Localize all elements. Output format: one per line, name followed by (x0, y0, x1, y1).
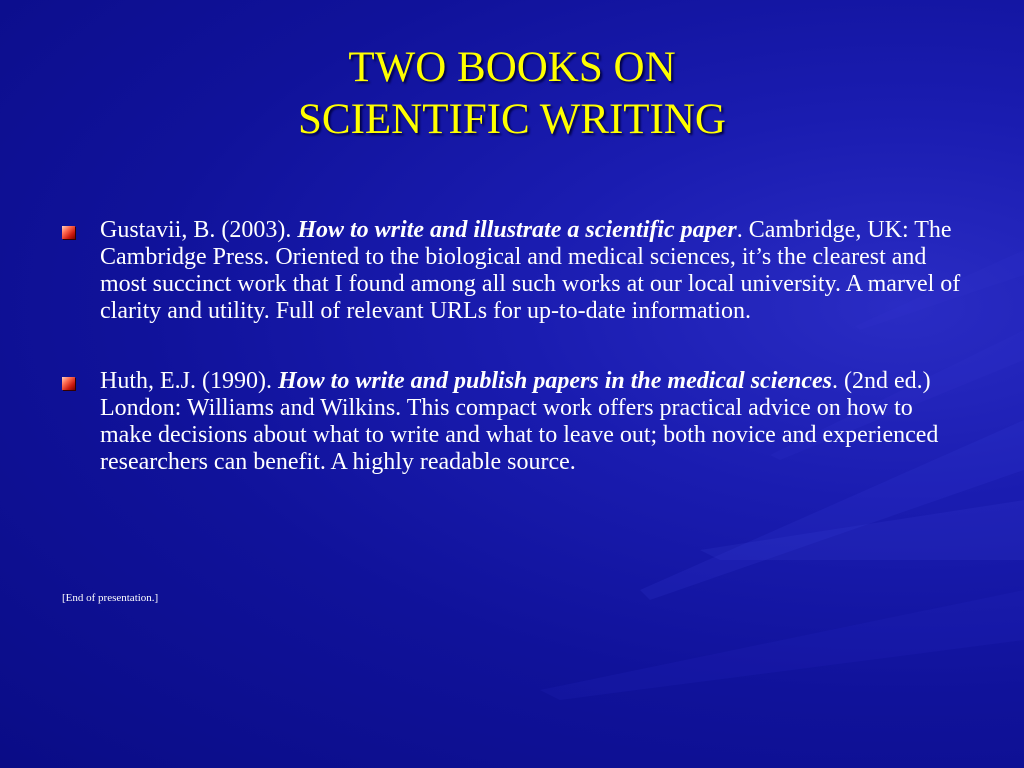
title-line-2: SCIENTIFIC WRITING (298, 96, 726, 143)
title-line-1: TWO BOOKS ON (348, 44, 676, 91)
slide-title (0, 42, 1024, 146)
square-bullet-icon (62, 226, 75, 239)
book-title: How to write and publish papers in the medical sciences (277, 368, 833, 394)
bullet-item-gustavii (62, 217, 967, 325)
citation-description: . Cambridge, UK: The Cambridge Press. Oriented to the biological and medical sciences, it’s the clearest and most succinct work that I found among all such works at our local university. A marvel of clarity and utility. Full of relevant URLs for up-to-date information. (100, 217, 961, 324)
square-bullet-icon (62, 377, 75, 390)
citation-author-year: Gustavii, B. (2003). (100, 217, 298, 243)
citation-description: . (2nd ed.) London: Williams and Wilkins. This compact work offers practical advice on how to make decisions about what to write and what to leave out; both novice and experienced researchers can benefit. A highly readable source. (100, 368, 939, 475)
bullet-list (62, 217, 967, 519)
end-of-presentation-note: [End of presentation.] (62, 592, 159, 604)
citation-author-year: Huth, E.J. (1990). (100, 368, 278, 394)
book-title: How to write and illustrate a scientific paper (297, 217, 737, 243)
bullet-item-huth (62, 368, 967, 476)
